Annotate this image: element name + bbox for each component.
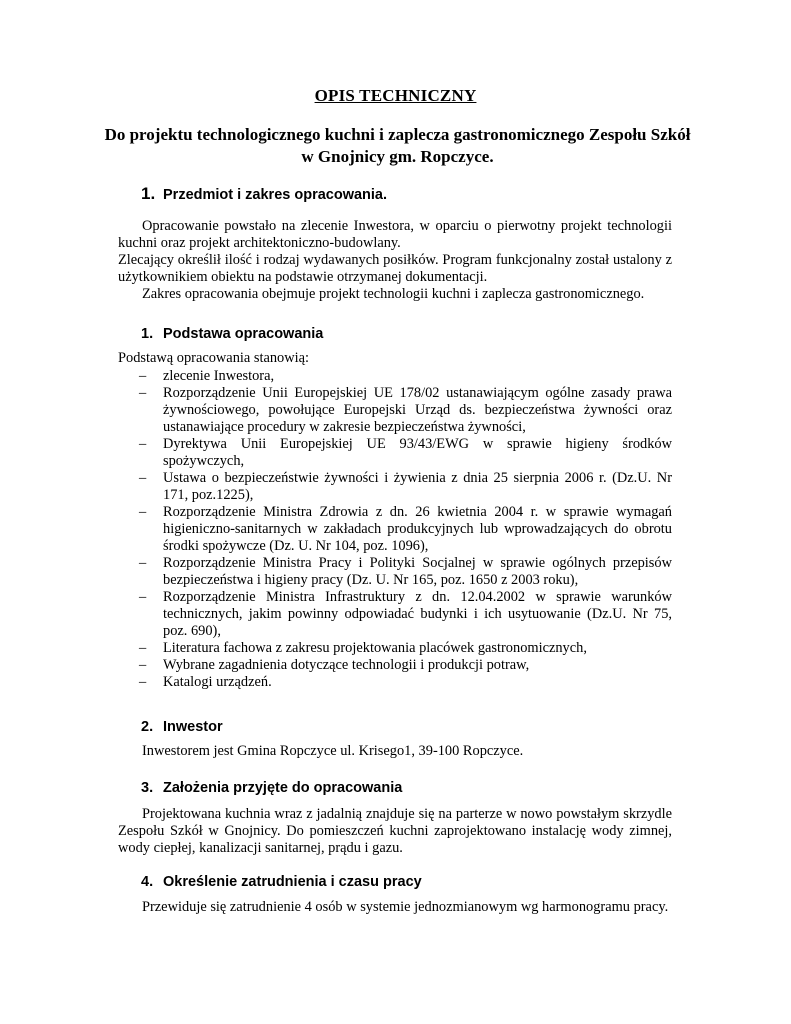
paragraph: Inwestorem jest Gmina Ropczyce ul. Krisego1, 39-100 Ropczyce. xyxy=(142,743,524,759)
list-item xyxy=(139,640,672,657)
list-item-text: Ustawa o bezpieczeństwie żywności i żywienia z dnia 25 sierpnia 2006 r. (Dz.U. Nr 171, poz.1225), xyxy=(163,470,672,503)
list-item xyxy=(139,657,672,674)
section-number: 4. xyxy=(141,874,154,890)
paragraph: Zlecający określił ilość i rodzaj wydawanych posiłków. Program funkcjonalny został ustalony z użytkownikiem obiektu na podstawie otrzymanej dokumentacji. xyxy=(118,252,672,285)
section-title: Podstawa opracowania xyxy=(163,326,324,342)
list-item xyxy=(139,436,672,470)
section-body-zalozenia xyxy=(118,806,672,857)
section-heading-podstawa xyxy=(141,326,323,342)
basis-list xyxy=(139,368,672,691)
section-number: 1. xyxy=(141,326,154,342)
list-item xyxy=(139,470,672,504)
list-item-text: zlecenie Inwestora, xyxy=(163,368,275,384)
section-title: Inwestor xyxy=(163,719,223,735)
list-item xyxy=(139,504,672,555)
section-heading-przedmiot xyxy=(141,184,387,204)
section-number: 3. xyxy=(141,780,154,796)
section-body-zatrudnienie xyxy=(118,899,672,916)
section-body-inwestor xyxy=(118,743,672,760)
paragraph: Opracowanie powstało na zlecenie Inwestora, w oparciu o pierwotny projekt technologii kuchni oraz projekt architektoniczno-budowlany. xyxy=(118,218,672,251)
dash-bullet: – xyxy=(139,385,147,401)
section-number: 1. xyxy=(141,184,156,203)
list-item-text: Rozporządzenie Unii Europejskiej UE 178/02 ustanawiającym ogólne zasady prawa żywnościowego, powołujące Europejski Urząd ds. bezpieczeństwa żywności oraz ustanawiające procedury w zakresie bezpieczeństwa żywności, xyxy=(163,385,672,435)
paragraph: Przewiduje się zatrudnienie 4 osób w systemie jednozmianowym wg harmonogramu pracy. xyxy=(142,899,669,915)
section-body-przedmiot xyxy=(118,218,672,303)
section-heading-zatrudnienie xyxy=(141,874,422,890)
list-item-text: Dyrektywa Unii Europejskiej UE 93/43/EWG w sprawie higieny środków spożywczych, xyxy=(163,436,672,469)
list-item xyxy=(139,674,672,691)
section-heading-zalozenia xyxy=(141,780,402,796)
section-number: 2. xyxy=(141,719,154,735)
list-item xyxy=(139,555,672,589)
list-item-text: Rozporządzenie Ministra Pracy i Polityki Socjalnej w sprawie ogólnych przepisów bezpieczeństwa i higieny pracy (Dz. U. Nr 165, poz. 1650 z 2003 roku), xyxy=(163,555,672,588)
dash-bullet: – xyxy=(139,589,147,605)
section-heading-inwestor xyxy=(141,719,223,735)
section-title: Założenia przyjęte do opracowania xyxy=(163,780,403,796)
dash-bullet: – xyxy=(139,470,147,486)
dash-bullet: – xyxy=(139,640,147,656)
section-title: Określenie zatrudnienia i czasu pracy xyxy=(163,874,422,890)
list-item xyxy=(139,368,672,385)
dash-bullet: – xyxy=(139,436,147,452)
paragraph: Projektowana kuchnia wraz z jadalnią znajduje się na parterze w nowo powstałym skrzydle Zespołu Szkół w Gnojnicy. Do pomieszczeń kuchni zaprojektowano instalację wody zimnej, wody ciepłej, kanalizacji sanitarnej, prądu i gazu. xyxy=(118,806,672,856)
list-intro: Podstawą opracowania stanowią: xyxy=(118,350,310,366)
list-item-text: Literatura fachowa z zakresu projektowania placówek gastronomicznych, xyxy=(163,640,587,656)
dash-bullet: – xyxy=(139,504,147,520)
dash-bullet: – xyxy=(139,674,147,690)
section-title: Przedmiot i zakres opracowania. xyxy=(163,187,388,203)
list-item xyxy=(139,385,672,436)
list-item-text: Wybrane zagadnienia dotyczące technologii i produkcji potraw, xyxy=(163,657,530,673)
document-title: OPIS TECHNICZNY xyxy=(314,86,477,105)
dash-bullet: – xyxy=(139,368,147,384)
dash-bullet: – xyxy=(139,657,147,673)
list-item-text: Katalogi urządzeń. xyxy=(163,674,272,690)
document-subtitle: Do projektu technologicznego kuchni i zaplecza gastronomicznego Zespołu Szkół w Gnojnicy gm. Ropczyce. xyxy=(104,125,691,166)
list-item xyxy=(139,589,672,640)
list-item-text: Rozporządzenie Ministra Infrastruktury z dn. 12.04.2002 w sprawie warunków technicznych, jakim powinny odpowiadać budynki i ich usytuowanie (Dz.U. Nr 75, poz. 690), xyxy=(163,589,672,639)
dash-bullet: – xyxy=(139,555,147,571)
list-item-text: Rozporządzenie Ministra Zdrowia z dn. 26 kwietnia 2004 r. w sprawie wymagań higieniczno-sanitarnych w zakładach produkcyjnych lub wprowadzających do obrotu środki spożywcze (Dz. U. Nr 104, poz. 1096), xyxy=(163,504,672,554)
paragraph: Zakres opracowania obejmuje projekt technologii kuchni i zaplecza gastronomicznego. xyxy=(142,286,645,302)
